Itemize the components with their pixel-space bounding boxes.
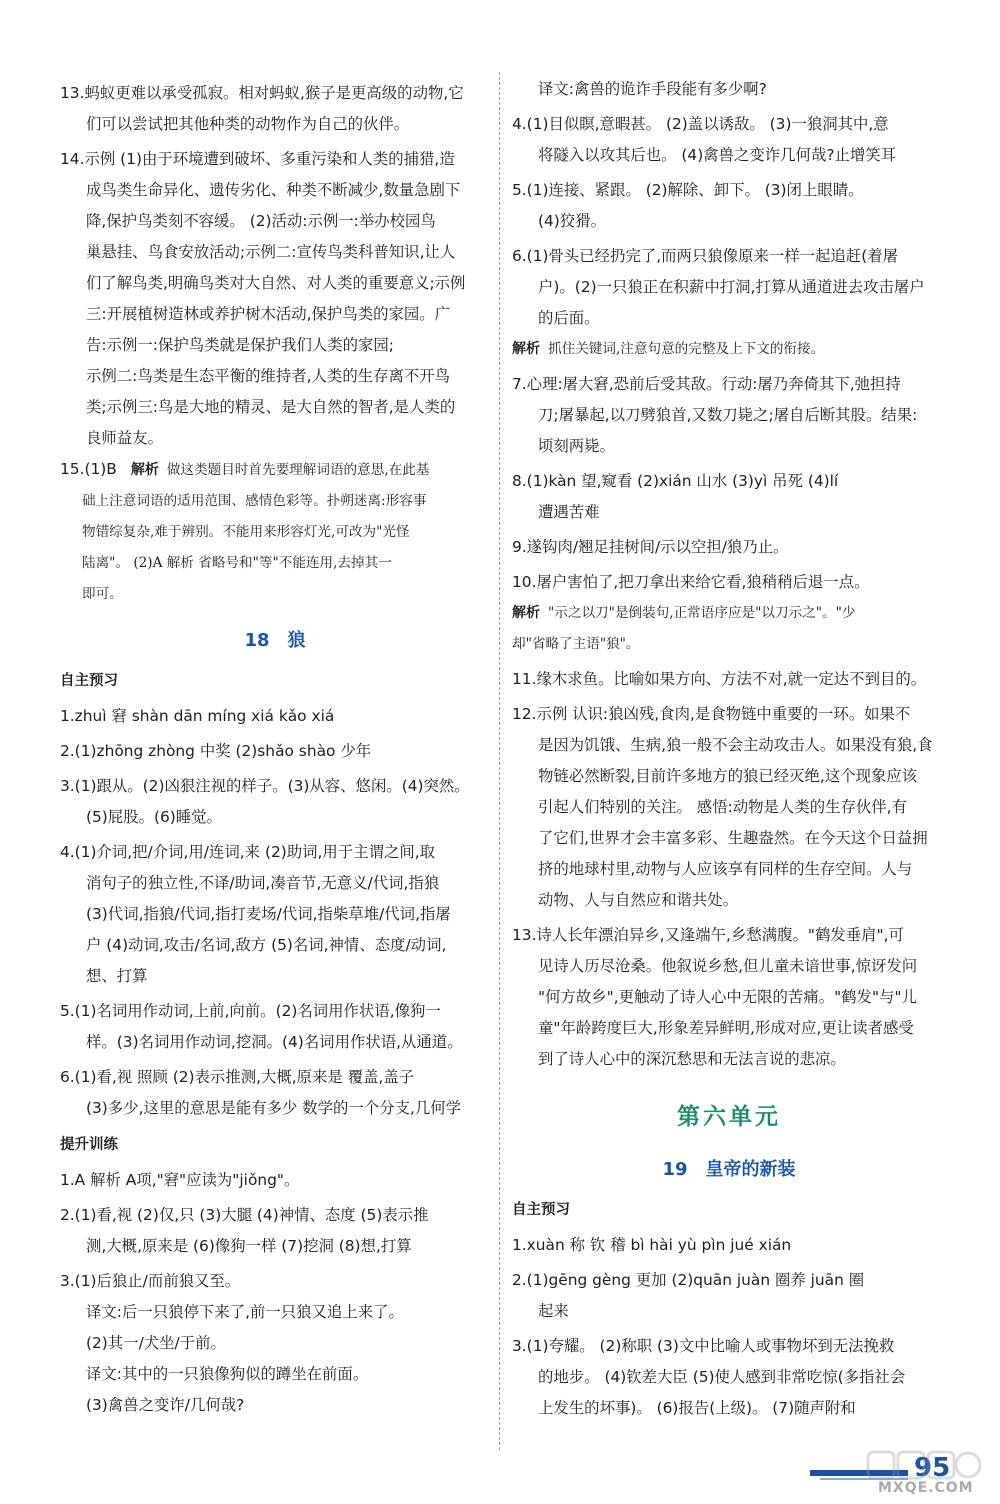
answer-line: 13.诗人长年漂泊异乡,又逢端午,乡愁满腹。"鹤发垂肩",可 bbox=[512, 926, 904, 944]
analysis-text: 抓住关键词,注意句意的完整及上下文的衔接。 bbox=[548, 341, 825, 357]
analysis-line: 却"省略了主语"狼"。 bbox=[512, 636, 640, 652]
lesson-number: 19 bbox=[662, 1159, 688, 1180]
answer-line: 挤的地球村里,动物与人应该享有同样的生存空间。人与 bbox=[538, 860, 913, 878]
answer-line: 见诗人历尽沧桑。他叙说乡愁,但儿童未谙世事,惊讶发问 bbox=[538, 957, 918, 975]
answer-line: 是因为饥饿、生病,狼一般不会主动攻击人。如果没有狼,食 bbox=[538, 736, 933, 754]
answer-line: 4.(1)目似瞑,意暇甚。 (2)盖以诱敌。 (3)一狼洞其中,意 bbox=[512, 115, 889, 133]
answer-line: 8.(1)kàn 望,窥看 (2)xián 山水 (3)yì 吊死 (4)lí bbox=[512, 472, 839, 490]
answer-line: 1.zhuì 窘 shàn dān míng xiá kǎo xiá bbox=[60, 707, 335, 725]
answer-line: 们了解鸟类,明确鸟类对大自然、对人类的重要意义;示例 bbox=[86, 274, 466, 292]
answer-line: 样。(3)名词用作动词,挖洞。(4)名词用作状语,从通道。 bbox=[86, 1033, 463, 1051]
section-heading-preview: 自主预习 bbox=[512, 1202, 570, 1218]
right-column bbox=[512, 74, 946, 1424]
answer-line: 译文:其中的一只狼像狗似的蹲坐在前面。 bbox=[86, 1365, 369, 1383]
answer-line: (3)禽兽之变诈/几何哉? bbox=[86, 1396, 245, 1414]
answer-line: 2.(1)看,视 (2)仅,只 (3)大腿 (4)神情、态度 (5)表示推 bbox=[60, 1206, 429, 1224]
answer-line: 9.遂钩肉/翘足挂树间/示以空担/狼乃止。 bbox=[512, 538, 789, 556]
answer-line: 5.(1)连接、紧跟。 (2)解除、卸下。 (3)闭上眼睛。 bbox=[512, 181, 864, 199]
answer-line: 2.(1)gēng gèng 更加 (2)quān juàn 圈养 juān 圈 bbox=[512, 1271, 865, 1289]
answer-line: 3.(1)后狼止/而前狼又至。 bbox=[60, 1272, 241, 1290]
answer-line: 测,大概,原来是 (6)像狗一样 (7)挖洞 (8)想,打算 bbox=[86, 1237, 412, 1255]
answer-line: 巢悬挂、鸟食安放活动;示例二:宣传鸟类科普知识,让人 bbox=[86, 243, 456, 261]
answer-line: 类;示例三:鸟是大地的精灵、是大自然的智者,是人类的 bbox=[86, 398, 456, 416]
lesson-heading-18 bbox=[60, 624, 490, 658]
analysis-line-10 bbox=[512, 598, 946, 629]
answer-line: 户 (4)动词,攻击/名词,敌方 (5)名词,神情、态度/动词, bbox=[86, 936, 447, 954]
watermark-text: MXQE.COM bbox=[878, 1480, 974, 1496]
answer-line: 三:开展植树造林或养护树木活动,保护鸟类的家园。广 bbox=[86, 305, 451, 323]
answer-line: 14.示例 (1)由于环境遭到破坏、多重污染和人类的捕猎,造 bbox=[60, 150, 455, 168]
answer-line: 刀;屠暴起,以刀劈狼首,又数刀毙之;屠自后断其股。结果: bbox=[538, 406, 918, 424]
answer-line: (5)屁股。(6)睡觉。 bbox=[86, 808, 222, 826]
answer-line: 物链必然断裂,目前许多地方的狼已经灭绝,这个现象应该 bbox=[538, 767, 918, 785]
column-divider bbox=[499, 72, 500, 1450]
answer-line: 到了诗人心中的深沉愁思和无法言说的悲凉。 bbox=[538, 1050, 846, 1068]
section-heading-preview: 自主预习 bbox=[60, 673, 118, 689]
answer-line: 1.xuàn 称 钦 稽 bì hài yù pìn jué xián bbox=[512, 1236, 792, 1254]
answer-line: 遭遇苦难 bbox=[538, 503, 600, 521]
answer-line: 2.(1)zhōng zhòng 中奖 (2)shǎo shào 少年 bbox=[60, 742, 372, 760]
q15-prefix: 15.(1)B bbox=[60, 460, 117, 478]
answer-line: 消句子的独立性,不译/助词,凑音节,无意义/代词,指狼 bbox=[86, 874, 440, 892]
answer-line: 4.(1)介词,把/介词,用/连词,来 (2)助词,用于主谓之间,取 bbox=[60, 843, 436, 861]
answer-line: 了它们,世界才会丰富多彩、生趣盎然。在今天这个日益拥 bbox=[538, 829, 928, 847]
unit-title: 第六单元 bbox=[677, 1103, 781, 1130]
answer-line: 1.A 解析 A项,"窘"应读为"jiǒng"。 bbox=[60, 1171, 300, 1189]
analysis-text: "示之以刀"是倒装句,正常语序应是"以刀示之"。"少 bbox=[548, 605, 856, 621]
analysis-text: 做这类题目时首先要理解词语的意思,在此基 bbox=[166, 462, 430, 478]
answer-line: 译文:禽兽的诡诈手段能有多少啊? bbox=[538, 80, 767, 98]
answer-line: 良师益友。 bbox=[86, 429, 163, 447]
answer-line: 10.屠户害怕了,把刀拿出来给它看,狼稍稍后退一点。 bbox=[512, 573, 870, 591]
answer-line: "何方故乡",更触动了诗人心中无限的苦痛。"鹤发"与"儿 bbox=[538, 988, 917, 1006]
analysis-line-6 bbox=[512, 334, 946, 365]
answer-line: 的后面。 bbox=[538, 309, 600, 327]
analysis-line: 物错综复杂,难于辨别。不能用来形容灯光,可改为"光怪 bbox=[82, 524, 410, 540]
answer-line: (2)其一/犬坐/于前。 bbox=[86, 1334, 226, 1352]
answer-line: 12.示例 认识:狼凶残,食肉,是食物链中重要的一环。如果不 bbox=[512, 705, 911, 723]
answer-line: 降,保护鸟类刻不容缓。 (2)活动:示例一:举办校园鸟 bbox=[86, 212, 436, 230]
analysis-line: 即可。 bbox=[82, 586, 123, 602]
answer-line: 5.(1)名词用作动词,上前,向前。(2)名词用作状语,像狗一 bbox=[60, 1002, 441, 1020]
answer-line: 告:示例一:保护鸟类就是保护我们人类的家园; bbox=[86, 336, 394, 354]
answer-line: 顷刻两毙。 bbox=[538, 437, 615, 455]
page-number: 95 bbox=[914, 1453, 951, 1483]
answer-line: (4)狡猾。 bbox=[538, 212, 606, 230]
answer-line: 成鸟类生命异化、遗传劣化、种类不断减少,数量急剧下 bbox=[86, 181, 461, 199]
answer-line: 6.(1)看,视 照顾 (2)表示推测,大概,原来是 覆盖,盖子 bbox=[60, 1068, 415, 1086]
section-heading-training: 提升训练 bbox=[60, 1137, 118, 1153]
answer-line: (3)多少,这里的意思是能有多少 数学的一个分支,几何学 bbox=[86, 1099, 462, 1117]
left-column bbox=[60, 74, 490, 1421]
lesson-number: 18 bbox=[244, 630, 270, 651]
answer-line: 6.(1)骨头已经扔完了,而两只狼像原来一样一起追赶(着屠 bbox=[512, 247, 898, 265]
answer-line: 3.(1)跟从。(2)凶狠注视的样子。(3)从容、悠闲。(4)突然。 bbox=[60, 777, 470, 795]
answer-line: 童"年龄跨度巨大,形象差异鲜明,形成对应,更让读者感受 bbox=[538, 1019, 914, 1037]
answer-line: 11.缘木求鱼。比喻如果方向、方法不对,就一定达不到目的。 bbox=[512, 670, 927, 688]
answer-line: 动物、人与自然应和谐共处。 bbox=[538, 891, 739, 909]
analysis-label: 解析 bbox=[130, 462, 159, 478]
answer-line: 想、打算 bbox=[86, 967, 148, 985]
lesson-title: 狼 bbox=[287, 630, 306, 651]
lesson-heading-19 bbox=[512, 1153, 946, 1187]
answer-line: 起来 bbox=[538, 1302, 569, 1320]
answer-line: 7.心理:屠大窘,恐前后受其敌。行动:屠乃奔倚其下,弛担持 bbox=[512, 375, 901, 393]
analysis-label: 解析 bbox=[512, 605, 540, 621]
analysis-line: 陆离"。 (2)A 解析 省略号和"等"不能连用,去掉其一 bbox=[82, 555, 392, 571]
answer-line: 示例二:鸟类是生态平衡的维持者,人类的生存离不开鸟 bbox=[86, 367, 451, 385]
answer-line: 3.(1)夸耀。 (2)称职 (3)文中比喻人或事物坏到无法挽救 bbox=[512, 1337, 895, 1355]
answer-line: 们可以尝试把其他种类的动物作为自己的伙伴。 bbox=[86, 115, 410, 133]
answer-line: 户)。(2)一只狼正在积薪中打洞,打算从通道进去攻击屠户 bbox=[538, 278, 925, 296]
answer-line-15 bbox=[60, 454, 490, 486]
answer-line: 的地步。 (4)钦差大臣 (5)使人感到非常吃惊(多指社会 bbox=[538, 1368, 906, 1386]
answer-line: 译文:后一只狼停下来了,前一只狼又追上来了。 bbox=[86, 1303, 404, 1321]
answer-line: 13.蚂蚁更难以承受孤寂。相对蚂蚁,猴子是更高级的动物,它 bbox=[60, 84, 464, 102]
answer-line: 引起人们特别的关注。 感悟:动物是人类的生存伙伴,有 bbox=[538, 798, 907, 816]
answer-line: 上发生的坏事)。 (6)报告(上级)。 (7)随声附和 bbox=[538, 1399, 856, 1417]
analysis-line: 础上注意词语的适用范围、感情色彩等。扑朔迷离:形容事 bbox=[82, 493, 427, 509]
lesson-title: 皇帝的新装 bbox=[705, 1159, 796, 1180]
answer-line: 将隧入以攻其后也。 (4)禽兽之变诈几何哉?止增笑耳 bbox=[538, 146, 897, 164]
answer-line: (3)代词,指狼/代词,指打麦场/代词,指柴草堆/代词,指屠 bbox=[86, 905, 451, 923]
analysis-label: 解析 bbox=[512, 341, 540, 357]
